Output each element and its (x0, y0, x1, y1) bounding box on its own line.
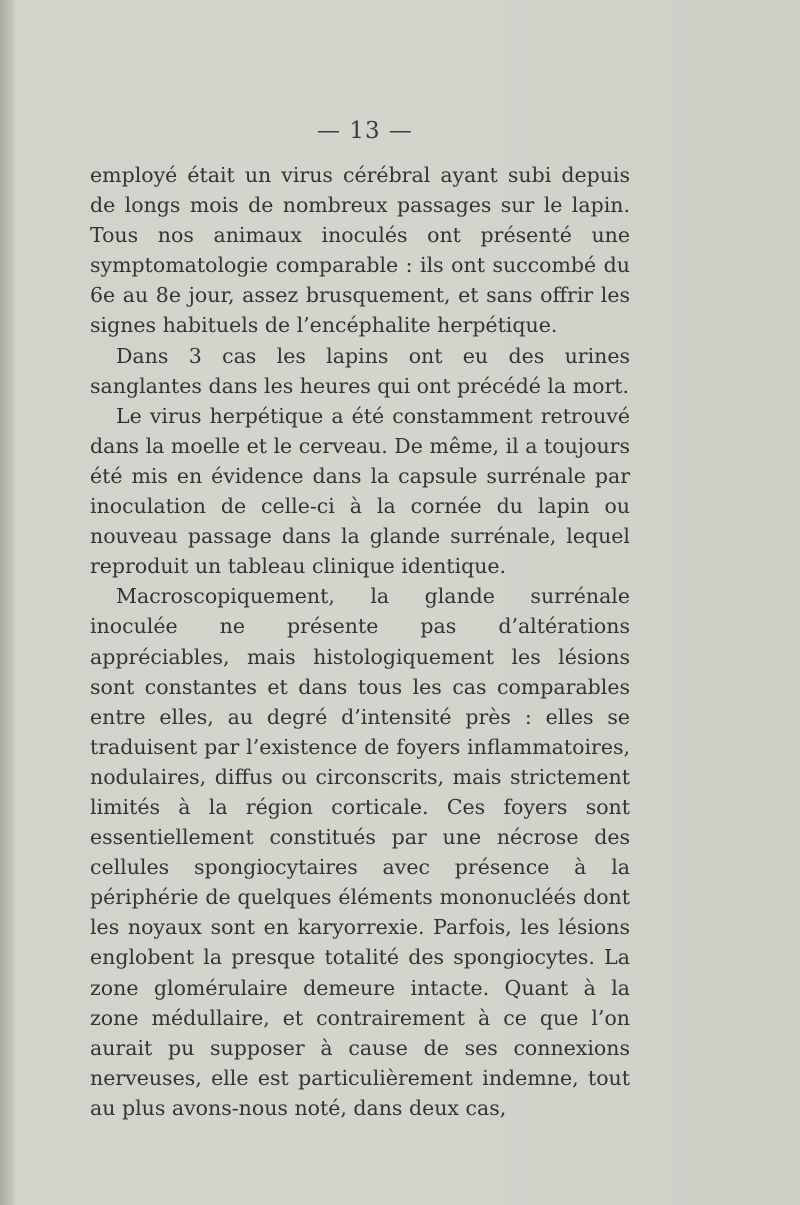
paragraph-virus: Le virus herpétique a été constamment retrouvé dans la moelle et le cerveau. De même, il a toujours été mis en évidence dans la capsule surrénale par inoculation de celle-ci à la cornée du lapin ou nouveau passage dans la glande surrénale, lequel reproduit un tableau clinique identique. (90, 403, 630, 579)
paragraph-macroscopy: Macroscopiquement, la glande surrénale inoculée ne présente pas d’altérations appréciables, mais histologiquement les lésions sont constantes et dans tous les cas comparables entre elles, au degré d’intensité près : elles se traduisent par l’existence de foyers inflammatoires, nodulaires, diffus ou circonscrits, mais strictement limités à la région corticale. Ces foyers sont essentiellement constitués par une nécrose des cellules spongiocytaires avec présence à la périphérie de quelques éléments mononucléés dont les noyaux sont en karyorrexie. Parfois, les lésions englobent la presque totalité des spongiocytes. La zone glomérulaire demeure intacte. Quant à la zone médullaire, et contrairement à ce que l’on aurait pu supposer à cause de ses connexions nerveuses, elle est particulièrement indemne, tout au plus avons-nous noté, dans deux cas, (90, 584, 630, 1120)
paragraph-continuation: employé était un virus cérébral ayant subi depuis de longs mois de nombreux passages sur le lapin. Tous nos animaux inoculés ont présenté une symptomatologie comparable : ils ont succombé du 6e au 8e jour, assez brusquement, et sans offrir les signes habituels de l’encéphalite herpétique. (90, 163, 630, 338)
paragraph-urines: Dans 3 cas les lapins ont eu des urines sanglantes dans les heures qui ont précédé la mort. (90, 343, 630, 398)
page-edge-shadow (0, 0, 14, 1205)
page-number: — 13 — (317, 118, 413, 144)
body-text (90, 160, 630, 1123)
